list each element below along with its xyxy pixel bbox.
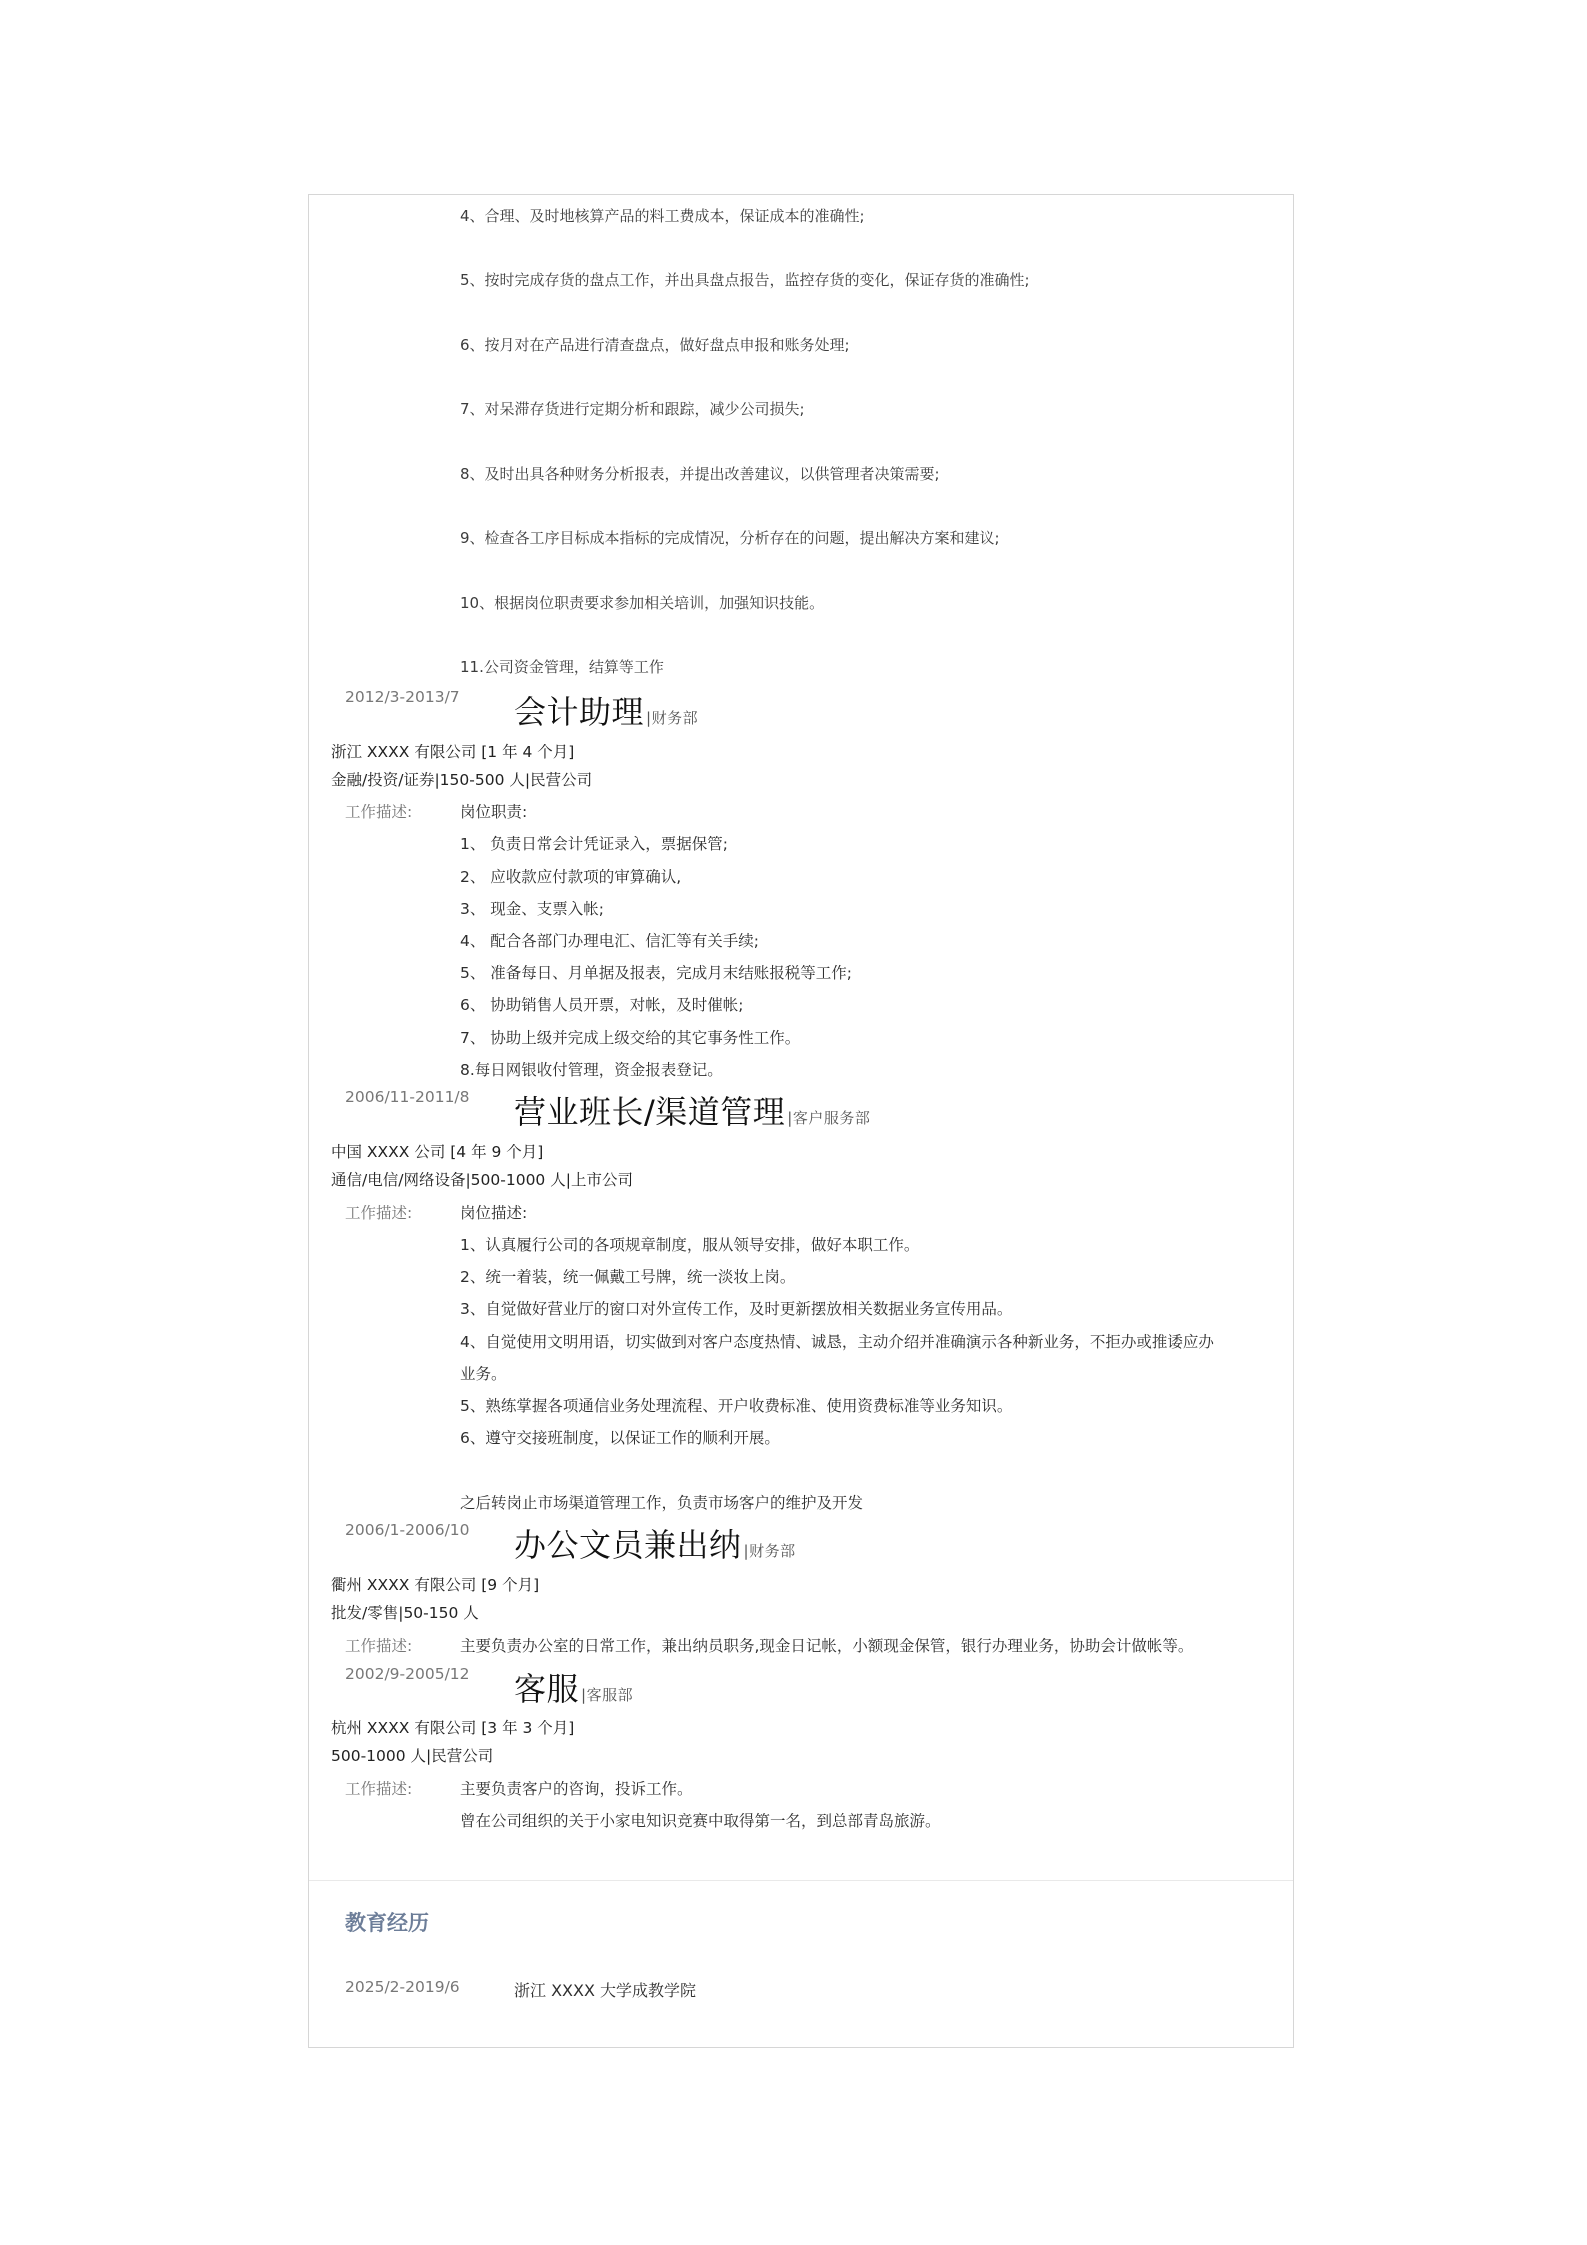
job-title: [514, 1664, 633, 1710]
education-date: 2025/2-2019/6: [345, 1978, 460, 1996]
job-desc-label: 工作描述:: [345, 1204, 413, 1222]
job-desc-line: 1、 负责日常会计凭证录入，票据保管;: [460, 835, 729, 853]
job-title-text: 客服: [514, 1670, 580, 1708]
job-desc-label: 工作描述:: [345, 1637, 413, 1655]
education-heading: 教育经历: [345, 1911, 429, 1935]
job-company: 浙江 XXXX 有限公司 [1 年 4 个月]: [331, 743, 575, 761]
job-dept: |财务部: [743, 1542, 796, 1560]
job-desc-line: 4、 配合各部门办理电汇、信汇等有关手续;: [460, 932, 760, 950]
duty-line: 7、对呆滞存货进行定期分析和跟踪，减少公司损失;: [460, 400, 805, 418]
job-date: 2006/1-2006/10: [345, 1521, 470, 1539]
job-desc-line: 主要负责办公室的日常工作，兼出纳员职务,现金日记帐，小额现金保管，银行办理业务，协助会计做帐等。: [460, 1637, 1194, 1655]
duty-line: 8、及时出具各种财务分析报表，并提出改善建议，以供管理者决策需要;: [460, 465, 940, 483]
job-dept: |客户服务部: [787, 1109, 871, 1127]
job-title: [514, 1520, 796, 1566]
section-divider: [309, 1880, 1293, 1881]
job-desc-line: 2、统一着装，统一佩戴工号牌，统一淡妆上岗。: [460, 1268, 796, 1286]
job-industry: 批发/零售|50-150 人: [331, 1604, 479, 1622]
job-desc-line: 岗位描述:: [460, 1204, 528, 1222]
job-desc-line: 4、自觉使用文明用语，切实做到对客户态度热情、诚恳，主动介绍并准确演示各种新业务，不拒办或推诿应办: [460, 1333, 1214, 1351]
job-desc-line: 8.每日网银收付管理，资金报表登记。: [460, 1061, 723, 1079]
job-desc-label: 工作描述:: [345, 1780, 413, 1798]
job-desc-line: 业务。: [460, 1365, 507, 1383]
job-date: 2012/3-2013/7: [345, 688, 460, 706]
job-desc-line: 6、遵守交接班制度，以保证工作的顺利开展。: [460, 1429, 780, 1447]
job-desc-line: 3、 现金、支票入帐;: [460, 900, 605, 918]
job-desc-line: 2、 应收款应付款项的审算确认,: [460, 868, 682, 886]
job-desc-line: 7、 协助上级并完成上级交给的其它事务性工作。: [460, 1029, 801, 1047]
job-title: [514, 1087, 870, 1133]
duty-line: 4、合理、及时地核算产品的料工费成本，保证成本的准确性;: [460, 207, 865, 225]
job-desc-line: 岗位职责:: [460, 803, 528, 821]
job-company: 杭州 XXXX 有限公司 [3 年 3 个月]: [331, 1719, 575, 1737]
duty-line: 11.公司资金管理，结算等工作: [460, 658, 664, 676]
duty-line: 10、根据岗位职责要求参加相关培训，加强知识技能。: [460, 594, 825, 612]
job-desc-line: 之后转岗止市场渠道管理工作，负责市场客户的维护及开发: [460, 1494, 864, 1512]
job-date: 2006/11-2011/8: [345, 1088, 470, 1106]
job-title-text: 营业班长/渠道管理: [514, 1093, 786, 1131]
job-dept: |客服部: [581, 1686, 634, 1704]
job-desc-line: 主要负责客户的咨询，投诉工作。: [460, 1780, 693, 1798]
job-title: [514, 687, 698, 733]
job-title-text: 会计助理: [514, 693, 645, 731]
duty-line: 5、按时完成存货的盘点工作，并出具盘点报告，监控存货的变化，保证存货的准确性;: [460, 271, 1030, 289]
job-desc-line: 5、 准备每日、月单据及报表，完成月末结账报税等工作;: [460, 964, 853, 982]
duty-line: 9、检查各工序目标成本指标的完成情况，分析存在的问题，提出解决方案和建议;: [460, 529, 1000, 547]
job-industry: 通信/电信/网络设备|500-1000 人|上市公司: [331, 1171, 633, 1189]
job-date: 2002/9-2005/12: [345, 1665, 470, 1683]
job-desc-label: 工作描述:: [345, 803, 413, 821]
education-school: 浙江 XXXX 大学成教学院: [514, 1981, 697, 2000]
job-desc-line: 5、熟练掌握各项通信业务处理流程、开户收费标准、使用资费标准等业务知识。: [460, 1397, 1013, 1415]
job-industry: 500-1000 人|民营公司: [331, 1747, 494, 1765]
job-desc-line: 3、自觉做好营业厅的窗口对外宣传工作，及时更新摆放相关数据业务宣传用品。: [460, 1300, 1013, 1318]
job-company: 衢州 XXXX 有限公司 [9 个月]: [331, 1576, 540, 1594]
job-company: 中国 XXXX 公司 [4 年 9 个月]: [331, 1143, 544, 1161]
duty-line: 6、按月对在产品进行清查盘点，做好盘点申报和账务处理;: [460, 336, 850, 354]
job-title-text: 办公文员兼出纳: [514, 1526, 742, 1564]
job-desc-line: 6、 协助销售人员开票，对帐，及时催帐;: [460, 996, 744, 1014]
job-desc-line: 曾在公司组织的关于小家电知识竞赛中取得第一名，到总部青岛旅游。: [460, 1812, 941, 1830]
job-industry: 金融/投资/证券|150-500 人|民营公司: [331, 771, 593, 789]
job-dept: |财务部: [646, 709, 699, 727]
resume-page: [308, 194, 1294, 2048]
job-desc-line: 1、认真履行公司的各项规章制度，服从领导安排，做好本职工作。: [460, 1236, 920, 1254]
